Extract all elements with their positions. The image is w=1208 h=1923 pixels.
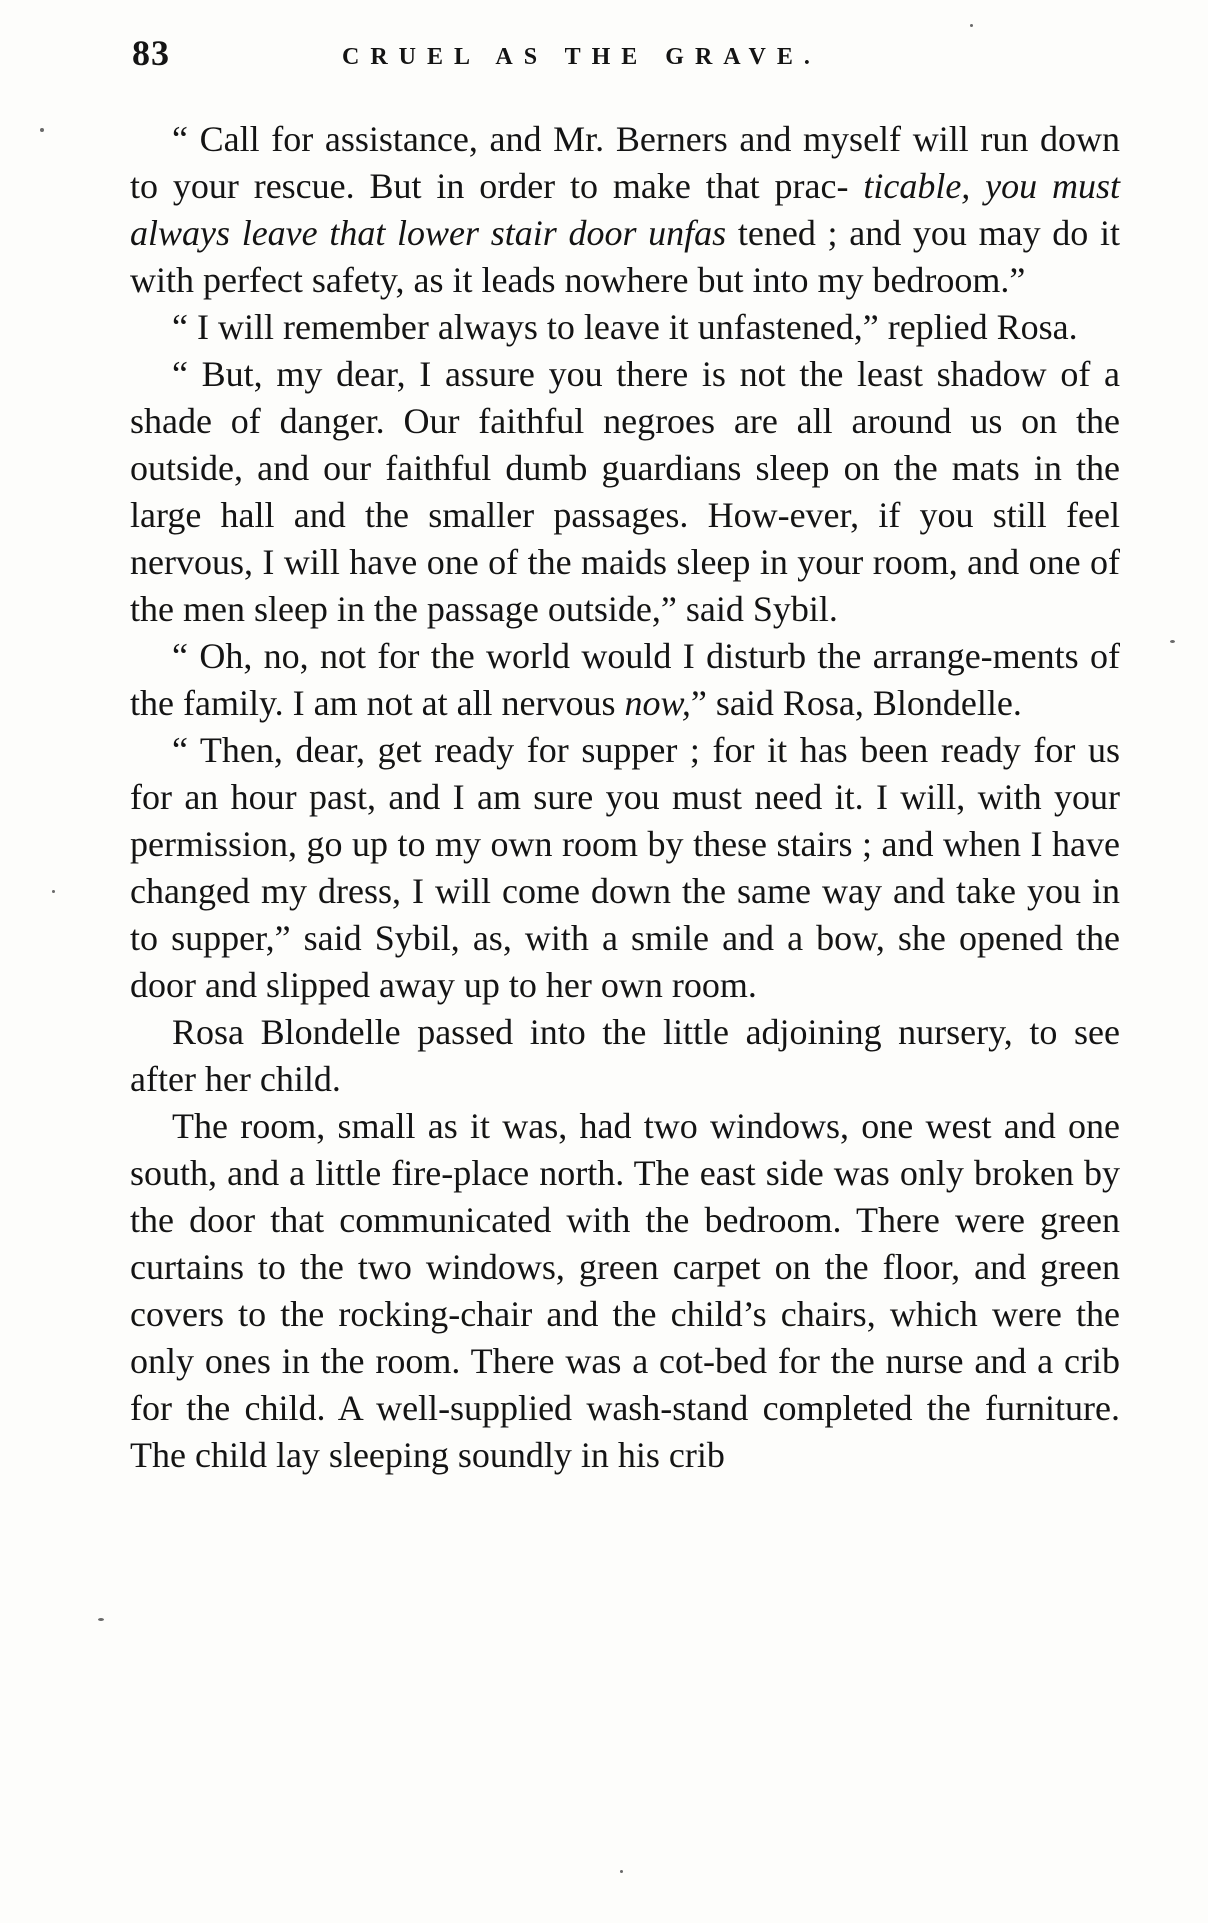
paragraph-5: “ Then, dear, get ready for supper ; for it has been ready for us for an hour past, and I am sure you must need it. I will, with your permission, go up to my own room by these stairs ; and when I have changed my dress, I will come down the same way and take you in to supper,” said Sybil, as, with a smile and a bow, she opened the door and slipped away up to her own room. bbox=[130, 730, 1120, 1005]
scan-speck bbox=[40, 128, 44, 132]
scan-speck bbox=[970, 24, 973, 27]
paragraph-1-text: “ Call for assistance, and Mr. Berners and myself will run down to your rescue. But in order to make that prac- bbox=[130, 119, 1120, 206]
paragraph-1-italic: ticable, you must always leave that lower stair door unfas bbox=[130, 166, 1121, 253]
paragraph-4-text: “ Oh, no, not for the world would I disturb the arrange-ments of the family. I am not at all nervous bbox=[130, 636, 1120, 723]
scan-speck bbox=[98, 1618, 104, 1621]
paragraph-1-text-end: tened ; and you may do it with perfect safety, as it leads nowhere but into my bedroom.” bbox=[130, 213, 1120, 300]
scan-speck bbox=[52, 890, 55, 893]
paragraph-1 bbox=[130, 116, 1120, 304]
paragraph-4-text-end: ” said Rosa, Blondelle. bbox=[690, 683, 1022, 723]
page-number: 83 bbox=[132, 33, 170, 73]
body-text bbox=[130, 116, 1120, 1479]
scan-speck bbox=[620, 1870, 623, 1873]
paragraph-2: “ I will remember always to leave it unfastened,” replied Rosa. bbox=[172, 307, 1078, 347]
paragraph-3: “ But, my dear, I assure you there is not the least shadow of a shade of danger. Our faithful negroes are all around us on the outside, and our faithful dumb guardians sleep on the mats in the large hall and the smaller passages. How-ever, if you still feel nervous, I will have one of the maids sleep in your room, and one of the men sleep in the passage outside,” said Sybil. bbox=[130, 354, 1120, 629]
paragraph-6: Rosa Blondelle passed into the little adjoining nursery, to see after her child. bbox=[130, 1012, 1120, 1099]
page-header bbox=[132, 32, 1122, 92]
scan-speck bbox=[1170, 640, 1175, 643]
paragraph-4-italic: now, bbox=[624, 683, 691, 723]
running-head: CRUEL AS THE GRAVE. bbox=[342, 44, 821, 70]
paragraph-7: The room, small as it was, had two windows, one west and one south, and a little fire-place north. The east side was only broken by the door that communicated with the bedroom. There were green curtains to the two windows, green carpet on the floor, and green covers to the rocking-chair and the child’s chairs, which were the only ones in the room. There was a cot-bed for the nurse and a crib for the child. A well-supplied wash-stand completed the furniture. The child lay sleeping soundly in his crib bbox=[130, 1106, 1120, 1475]
paragraph-4 bbox=[130, 633, 1120, 727]
